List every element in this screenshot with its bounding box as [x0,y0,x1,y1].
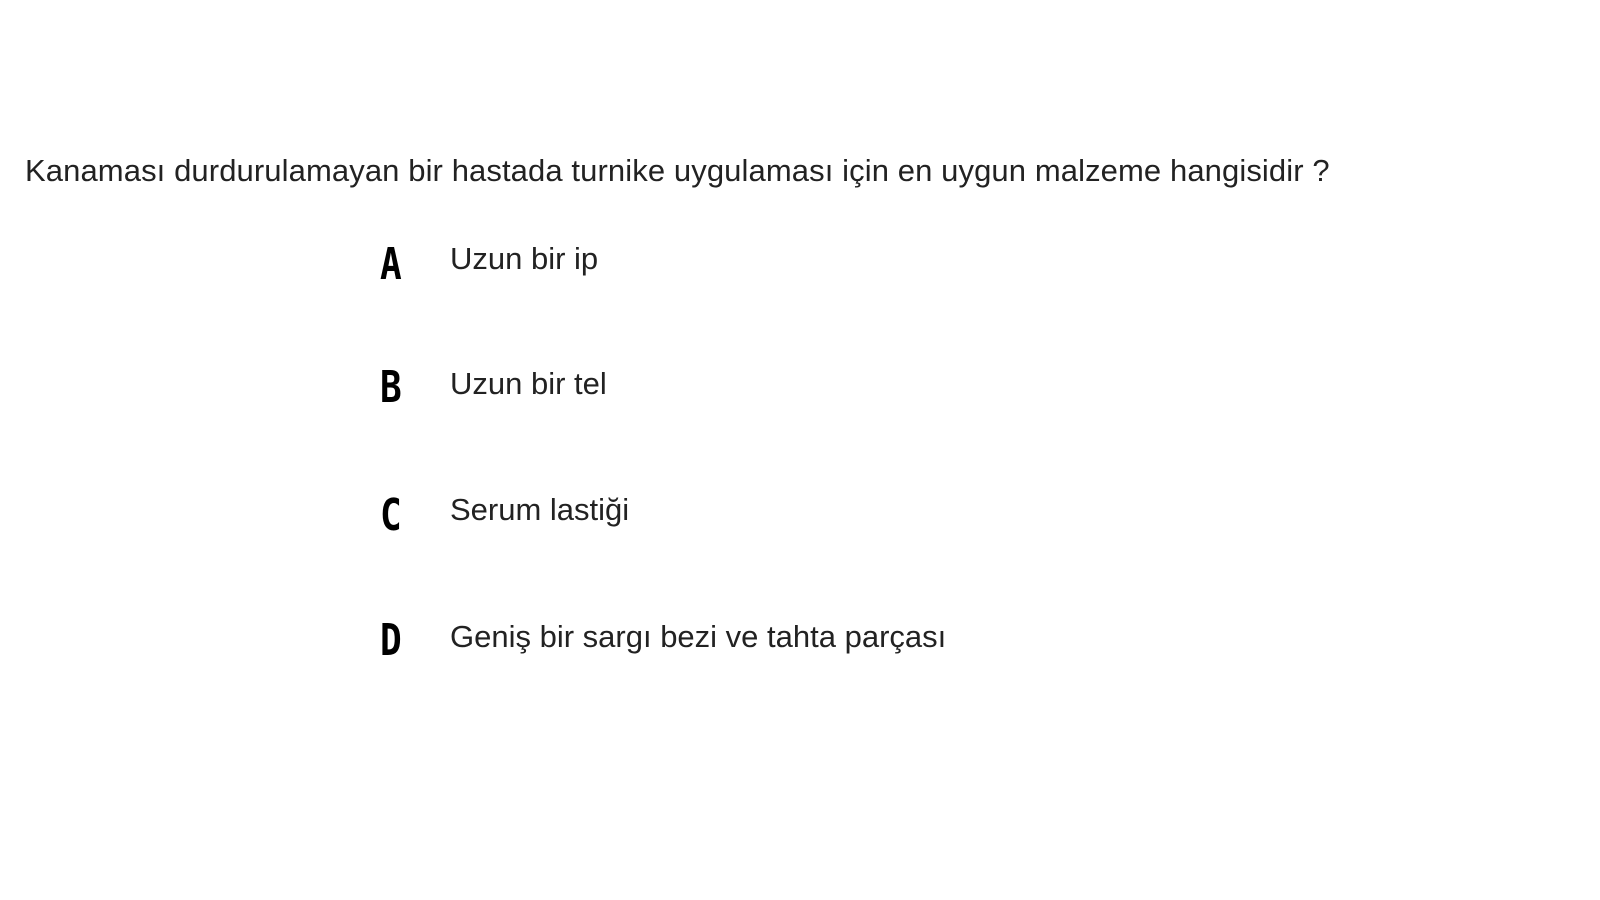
question-text: Kanaması durdurulamayan bir hastada turnike uygulaması için en uygun malzeme hangisidir ? [25,153,1330,188]
option-letter: B [380,362,402,413]
option-text: Uzun bir tel [450,366,607,401]
option-text: Geniş bir sargı bezi ve tahta parçası [450,619,947,654]
option-letter: C [380,490,402,541]
option-letter: A [380,239,402,290]
option-letter: D [380,615,402,666]
option-text: Serum lastiği [450,492,630,527]
option-text: Uzun bir ip [450,241,599,276]
